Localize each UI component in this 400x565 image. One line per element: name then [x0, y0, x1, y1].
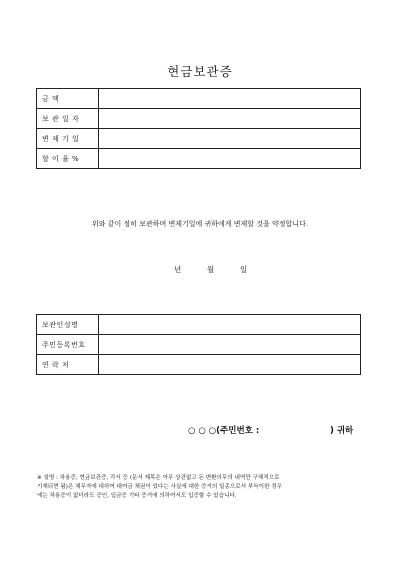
amount-info-table — [36, 88, 361, 169]
table-row — [37, 335, 361, 355]
note-line: 에는 차용증이 없더라도 증인, 입금증 기타 증거에 의하여서도 입증할 수 있습니다. — [37, 493, 237, 499]
table-row — [37, 109, 361, 129]
addressee-prefix: ○ ○ ○(주민번호 : — [188, 426, 260, 436]
custodian-name-label: 보관인성명 — [37, 315, 99, 335]
addressee-suffix: ) 귀하 — [330, 426, 354, 436]
amount-label: 금 액 — [37, 89, 99, 109]
document-title: 현금보관증 — [167, 64, 233, 79]
repayment-date-field[interactable] — [99, 129, 361, 149]
addressee-line — [188, 424, 354, 436]
resident-number-field[interactable] — [99, 335, 361, 355]
table-row — [37, 89, 361, 109]
custody-date-label: 보 관 일 자 — [37, 109, 99, 129]
day-label: 일 — [240, 265, 248, 274]
year-label: 년 — [174, 265, 182, 274]
contact-label: 연 락 처 — [37, 355, 99, 375]
table-row — [37, 129, 361, 149]
amount-field[interactable] — [99, 89, 361, 109]
interest-rate-label: 할 이 율 % — [37, 149, 99, 169]
resident-number-label: 주민등록번호 — [37, 335, 99, 355]
pledge-statement: 위와 같이 정히 보관하며 변제기일에 귀하에게 변제할 것을 약정합니다. — [91, 220, 309, 228]
table-row — [37, 315, 361, 335]
custodian-name-field[interactable] — [99, 315, 361, 335]
repayment-date-label: 변 제 기 일 — [37, 129, 99, 149]
table-row — [37, 149, 361, 169]
custodian-info-table — [36, 314, 361, 375]
custody-date-field[interactable] — [99, 109, 361, 129]
explanatory-note — [37, 474, 367, 501]
note-line: 기재되면 됨)은 채무자에 대하여 대여금 채권이 있다는 사실에 대한 증거의 일종으로서 부득이한 경우 — [37, 484, 283, 490]
month-label: 월 — [207, 265, 215, 274]
note-line: ※ 설명 : 차용증, 현금보관증, 각서 등 (문서 제목은 아무 상관없고 돈 변환의무의 내역만 구체적으로 — [37, 475, 280, 481]
table-row — [37, 355, 361, 375]
interest-rate-field[interactable] — [99, 149, 361, 169]
contact-field[interactable] — [99, 355, 361, 375]
